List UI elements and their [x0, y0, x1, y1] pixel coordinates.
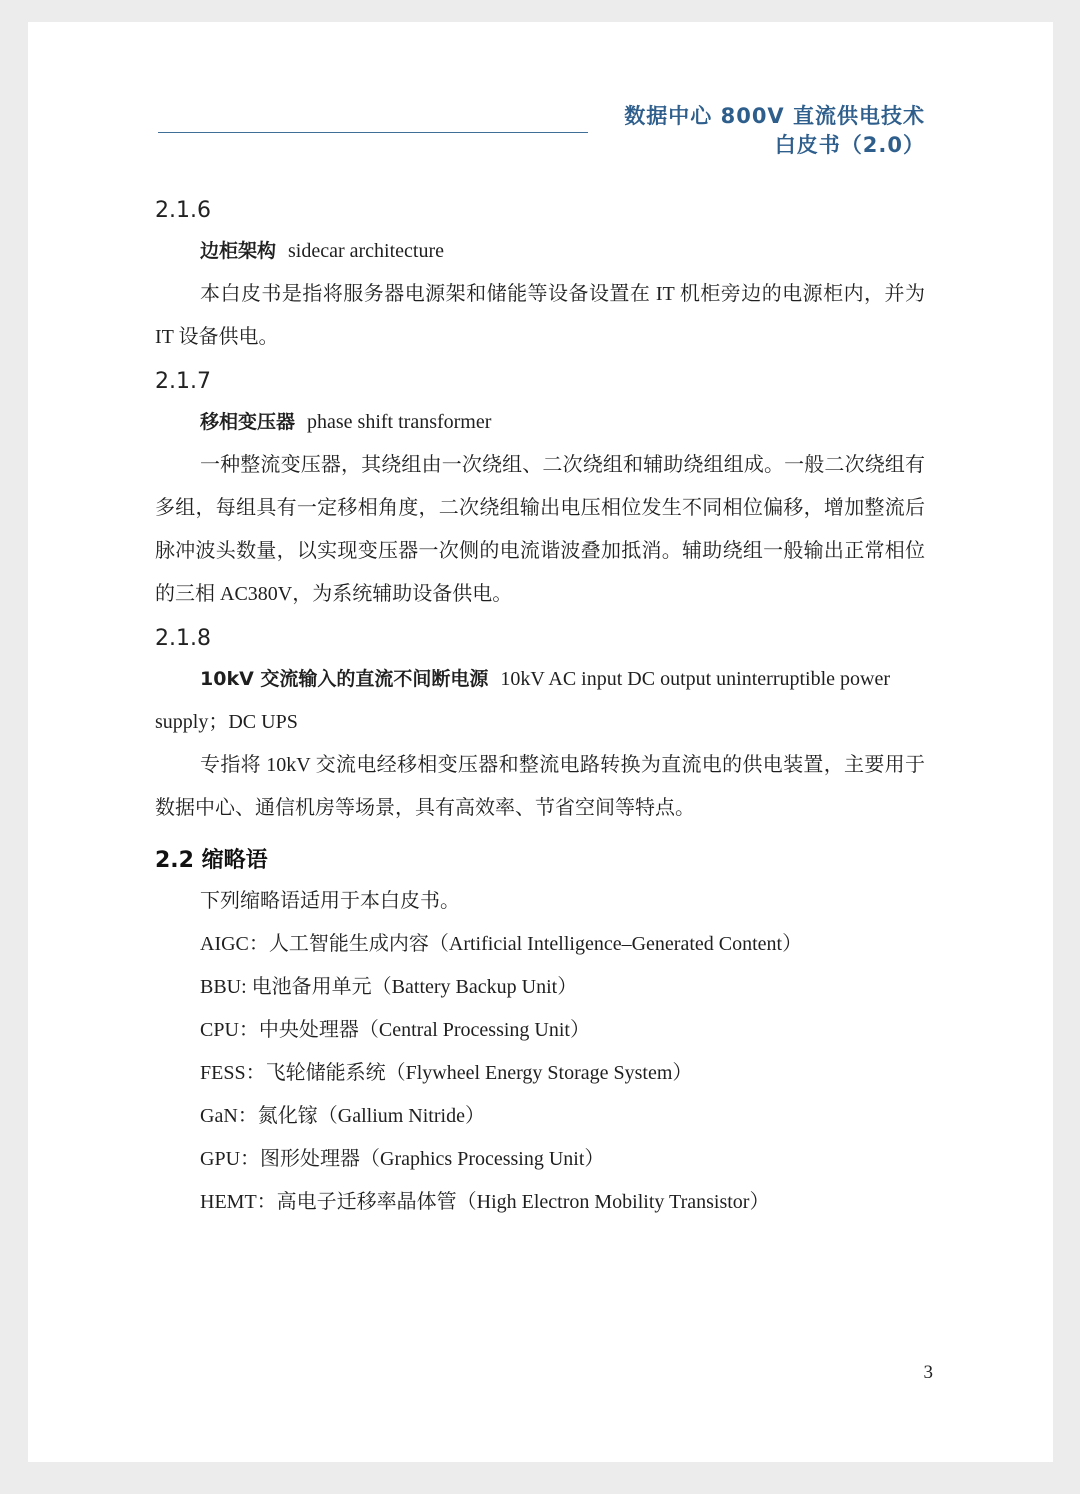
term-chinese: 移相变压器 [200, 411, 296, 433]
term-line [155, 658, 925, 744]
term-definition: 专指将 10kV 交流电经移相变压器和整流电路转换为直流电的供电装置，主要用于数据中心、通信机房等场景，具有高效率、节省空间等特点。 [155, 754, 925, 819]
term-definition: 一种整流变压器，其绕组由一次绕组、二次绕组和辅助绕组组成。一般二次绕组有多组，每组具有一定移相角度，二次绕组输出电压相位发生不同相位偏移，增加整流后脉冲波头数量，以实现变压器一次侧的电流谐波叠加抵消。辅助绕组一般输出正常相位的三相 AC380V，为系统辅助设备供电。 [155, 454, 925, 605]
abbreviation-item: FESS：飞轮储能系统（Flywheel Energy Storage System） [200, 1062, 693, 1084]
section-2-1-8 [155, 626, 925, 830]
header-title-line1: 数据中心 800V 直流供电技术 [624, 104, 925, 128]
section-heading: 2.2 缩略语 [155, 848, 268, 873]
term-line [155, 230, 925, 273]
abbreviation-item: GPU：图形处理器（Graphics Processing Unit） [200, 1148, 605, 1170]
abbreviation-item: HEMT：高电子迁移率晶体管（High Electron Mobility Transistor） [200, 1191, 770, 1213]
term-definition: 本白皮书是指将服务器电源架和储能等设备设置在 IT 机柜旁边的电源柜内，并为 IT 设备供电。 [155, 283, 925, 348]
section-2-1-6 [155, 198, 925, 359]
section-2-1-7 [155, 369, 925, 616]
header-rule [158, 132, 588, 133]
abbreviations-intro: 下列缩略语适用于本白皮书。 [200, 890, 460, 912]
page-number: 3 [923, 1362, 933, 1383]
term-english: sidecar architecture [288, 240, 445, 262]
abbreviation-item: CPU：中央处理器（Central Processing Unit） [200, 1019, 590, 1041]
term-english: 10kV AC input DC output uninterruptible power supply；DC UPS [155, 668, 891, 733]
term-chinese: 10kV 交流输入的直流不间断电源 [200, 668, 489, 690]
header-title-line2: 白皮书（2.0） [774, 133, 925, 157]
term-english: phase shift transformer [307, 411, 492, 433]
abbreviation-item: GaN：氮化镓（Gallium Nitride） [200, 1105, 485, 1127]
document-page [28, 22, 1053, 1462]
page-content [155, 198, 925, 1224]
abbreviations-list [155, 923, 925, 1224]
term-chinese: 边柜架构 [200, 240, 277, 262]
abbreviation-item: BBU: 电池备用单元（Battery Backup Unit） [200, 976, 578, 998]
section-number: 2.1.7 [155, 369, 211, 394]
section-2-2 [155, 846, 925, 1224]
section-number: 2.1.8 [155, 626, 211, 651]
term-line [155, 401, 925, 444]
section-number: 2.1.6 [155, 198, 211, 223]
abbreviation-item: AIGC：人工智能生成内容（Artificial Intelligence–Generated Content） [200, 933, 803, 955]
header-title [624, 102, 925, 160]
